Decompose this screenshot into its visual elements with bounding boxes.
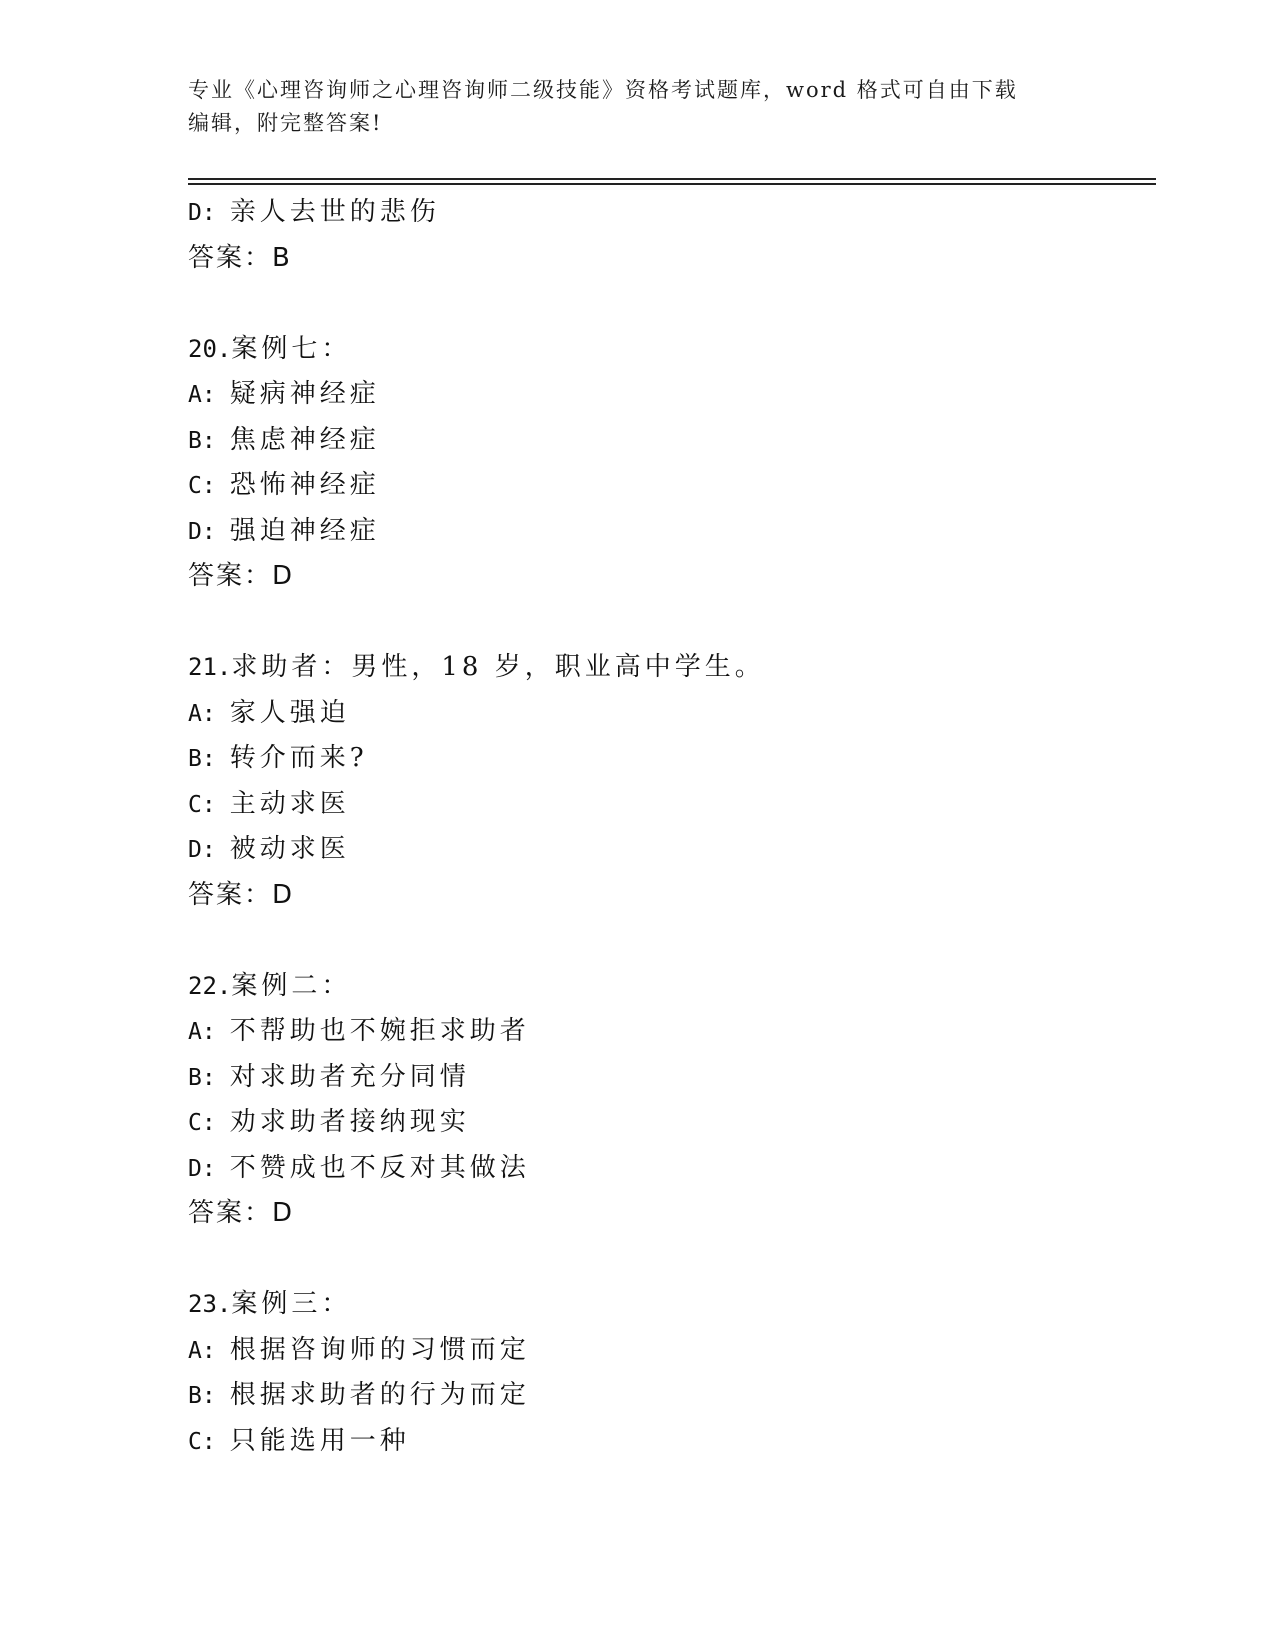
option-key: A: xyxy=(188,1019,216,1045)
option-text: 根据求助者的行为而定 xyxy=(229,1380,530,1410)
option-key: D: xyxy=(188,1155,216,1182)
answer-line: 答案：D xyxy=(188,1198,295,1228)
option-b xyxy=(188,736,1156,782)
option-d xyxy=(188,827,1156,873)
option-c xyxy=(188,463,1156,509)
header-line-1: 专业《心理咨询师之心理咨询师二级技能》资格考试题库，word 格式可自由下载 xyxy=(188,78,1018,102)
option-d xyxy=(188,1146,1156,1192)
option-d xyxy=(188,190,1156,236)
option-key: C: xyxy=(188,473,216,499)
option-key: D: xyxy=(188,200,216,226)
option-key: D: xyxy=(188,837,216,863)
question-stem xyxy=(188,327,1156,373)
option-b xyxy=(188,418,1156,464)
option-a xyxy=(188,1009,1156,1055)
option-a xyxy=(188,372,1156,418)
option-text: 转介而来? xyxy=(229,743,368,773)
question-text: 案例七： xyxy=(231,333,352,364)
option-key: C: xyxy=(188,791,216,818)
option-a xyxy=(188,1328,1156,1374)
header-divider-top xyxy=(188,178,1156,180)
spacer xyxy=(188,600,1156,646)
option-key: C: xyxy=(188,1110,216,1136)
option-text: 主动求医 xyxy=(229,788,350,819)
option-text: 根据咨询师的习惯而定 xyxy=(229,1334,530,1365)
option-key: B: xyxy=(188,1064,216,1091)
option-key: A: xyxy=(188,1337,216,1364)
question-text: 案例二： xyxy=(231,970,352,1001)
question-number: 23. xyxy=(188,1290,232,1318)
option-key: B: xyxy=(188,746,216,772)
option-text: 不赞成也不反对其做法 xyxy=(229,1152,530,1183)
question-text: 案例三： xyxy=(231,1289,352,1319)
option-c xyxy=(188,782,1156,828)
option-b xyxy=(188,1373,1156,1419)
spacer xyxy=(188,1237,1156,1283)
option-key: D: xyxy=(188,518,216,545)
question-number: 20. xyxy=(188,334,232,363)
option-key: C: xyxy=(188,1428,216,1455)
option-text: 亲人去世的悲伤 xyxy=(229,197,440,227)
option-text: 被动求医 xyxy=(229,834,350,864)
option-text: 对求助者充分同情 xyxy=(229,1061,470,1092)
option-d xyxy=(188,509,1156,555)
spacer xyxy=(188,918,1156,964)
option-text: 恐怖神经症 xyxy=(229,470,380,500)
option-text: 劝求助者接纳现实 xyxy=(229,1107,470,1137)
option-text: 焦虑神经症 xyxy=(229,424,380,455)
question-stem xyxy=(188,964,1156,1010)
option-c xyxy=(188,1100,1156,1146)
option-key: A: xyxy=(188,382,216,408)
header-line-2: 编辑，附完整答案! xyxy=(188,111,383,135)
option-text: 不帮助也不婉拒求助者 xyxy=(229,1016,530,1046)
answer-line: 答案：B xyxy=(188,242,292,273)
option-b xyxy=(188,1055,1156,1101)
option-text: 家人强迫 xyxy=(229,697,350,728)
question-stem xyxy=(188,1282,1156,1328)
option-key: B: xyxy=(188,1383,216,1409)
option-c xyxy=(188,1419,1156,1465)
option-text: 只能选用一种 xyxy=(229,1425,410,1456)
document-header xyxy=(188,74,1088,140)
question-stem xyxy=(188,645,1156,691)
option-a xyxy=(188,691,1156,737)
option-text: 强迫神经症 xyxy=(229,515,380,546)
spacer xyxy=(188,281,1156,327)
option-text: 疑病神经症 xyxy=(229,379,380,409)
header-divider-bottom xyxy=(188,183,1156,185)
question-number: 22. xyxy=(188,971,232,1000)
question-list xyxy=(188,190,1156,1464)
question-number: 21. xyxy=(188,653,232,681)
answer-line: 答案：D xyxy=(188,879,295,910)
question-text: 求助者：男性，18 岁，职业高中学生。 xyxy=(231,652,765,682)
option-key: B: xyxy=(188,427,216,454)
answer-line: 答案：D xyxy=(188,561,295,591)
option-key: A: xyxy=(188,700,216,727)
